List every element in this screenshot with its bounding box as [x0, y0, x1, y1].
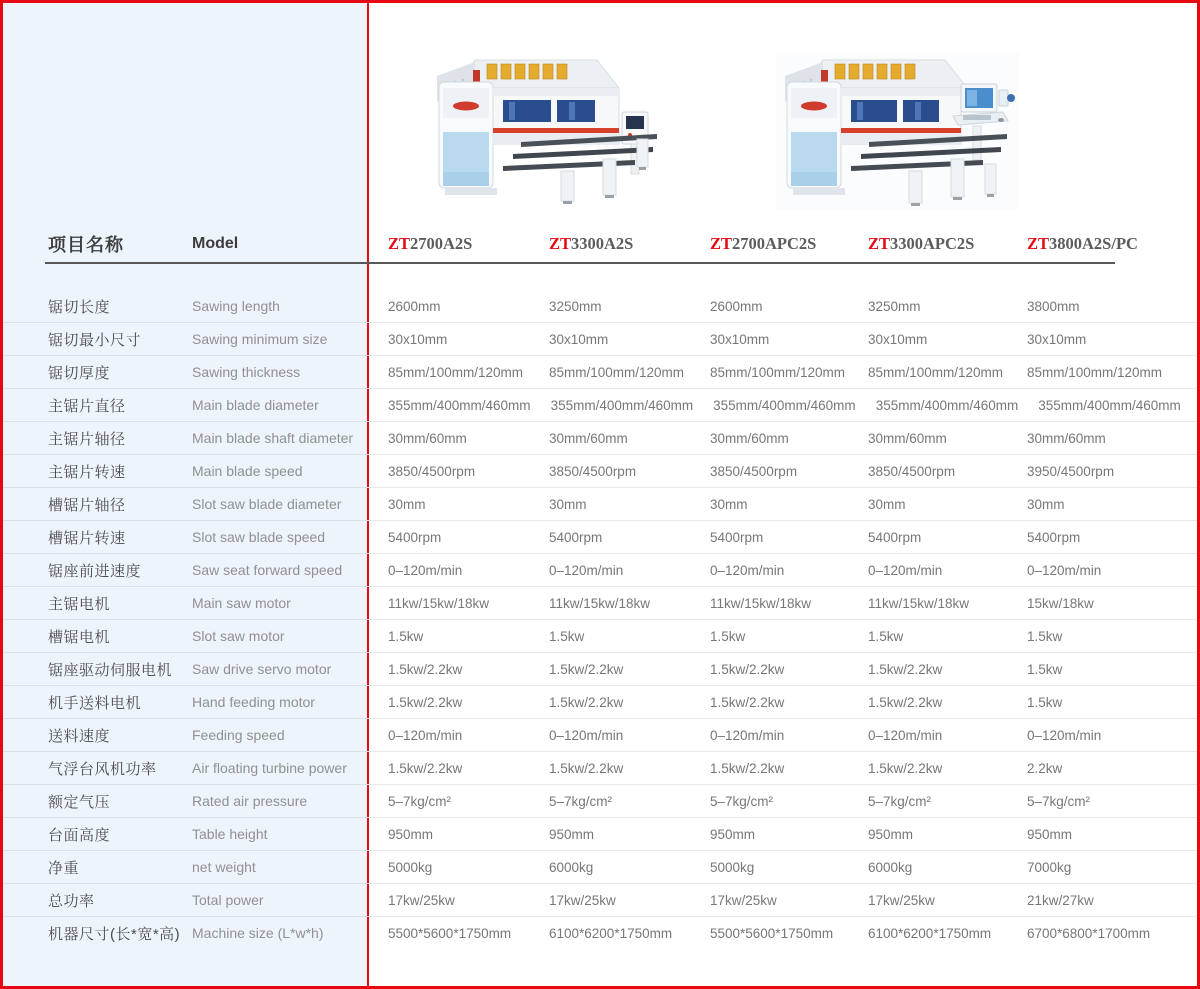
spec-value-4: 950mm — [848, 818, 1007, 851]
spec-value-3: 17kw/25kw — [690, 884, 848, 917]
spec-value-3: 85mm/100mm/120mm — [690, 356, 848, 389]
spec-row — [3, 917, 1197, 950]
spec-value-3: 1.5kw/2.2kw — [690, 653, 848, 686]
spec-value-1: 30mm — [368, 488, 529, 521]
spec-value-5: 85mm/100mm/120mm — [1007, 356, 1197, 389]
spec-value-2: 0–120m/min — [529, 719, 690, 752]
spec-value-2: 17kw/25kw — [529, 884, 690, 917]
spec-value-4: 0–120m/min — [848, 554, 1007, 587]
spec-label-en: Main blade speed — [192, 455, 368, 488]
project-name-header: 项目名称 — [48, 235, 124, 255]
spec-label-cn: 槽锯电机 — [3, 620, 192, 653]
spec-label-en: Main saw motor — [192, 587, 368, 620]
spec-row — [3, 422, 1197, 455]
spec-value-2: 950mm — [529, 818, 690, 851]
spec-label-cn: 额定气压 — [3, 785, 192, 818]
spec-label-en: Main blade shaft diameter — [192, 422, 368, 455]
model-suffix-2: 3300A2S — [571, 234, 634, 253]
model-prefix-4: ZT — [868, 234, 891, 253]
spec-value-1: 5–7kg/cm² — [368, 785, 529, 818]
spec-label-en: Total power — [192, 884, 368, 917]
spec-value-3: 11kw/15kw/18kw — [690, 587, 848, 620]
model-column-header-2 — [529, 226, 690, 262]
spec-row — [3, 686, 1197, 719]
spec-label-en: Sawing length — [192, 290, 368, 323]
spec-value-1: 5400rpm — [368, 521, 529, 554]
spec-value-4: 6000kg — [848, 851, 1007, 884]
spec-value-1: 30mm/60mm — [368, 422, 529, 455]
model-column-header-5 — [1007, 226, 1197, 262]
machine-base-1 — [445, 188, 497, 195]
spec-label-cn: 主锯片转速 — [3, 455, 192, 488]
spec-value-3: 5–7kg/cm² — [690, 785, 848, 818]
spec-value-1: 2600mm — [368, 290, 529, 323]
spec-value-5: 21kw/27kw — [1007, 884, 1197, 917]
spec-value-5: 30mm/60mm — [1007, 422, 1197, 455]
product-images — [429, 46, 1020, 214]
spec-value-2: 6000kg — [529, 851, 690, 884]
spec-value-5: 3800mm — [1007, 290, 1197, 323]
spec-value-3: 30mm/60mm — [690, 422, 848, 455]
spec-value-2: 5–7kg/cm² — [529, 785, 690, 818]
machine-base-2 — [793, 188, 845, 195]
spec-value-3: 1.5kw/2.2kw — [690, 686, 848, 719]
spec-value-1: 30x10mm — [368, 323, 529, 356]
model-column-header-4 — [848, 226, 1007, 262]
model-suffix-4: 3300APC2S — [890, 234, 975, 253]
spec-value-1: 3850/4500rpm — [368, 455, 529, 488]
model-suffix-3: 2700APC2S — [732, 234, 817, 253]
spec-label-cn: 主锯片直径 — [3, 389, 192, 422]
spec-row — [3, 653, 1197, 686]
spec-value-3: 30mm — [690, 488, 848, 521]
spec-row — [3, 290, 1197, 323]
spec-label-cn: 锯座前进速度 — [3, 554, 192, 587]
spec-row — [3, 521, 1197, 554]
spec-row — [3, 389, 1197, 422]
spec-value-3: 950mm — [690, 818, 848, 851]
left-tower-1 — [439, 82, 493, 188]
spec-row — [3, 818, 1197, 851]
spec-value-2: 30x10mm — [529, 323, 690, 356]
spec-row — [3, 488, 1197, 521]
spec-value-4: 11kw/15kw/18kw — [848, 587, 1007, 620]
spec-label-cn: 锯座驱动伺服电机 — [3, 653, 192, 686]
spec-value-5: 2.2kw — [1007, 752, 1197, 785]
spec-value-2: 1.5kw/2.2kw — [529, 653, 690, 686]
spec-value-1: 355mm/400mm/460mm — [368, 389, 531, 422]
spec-value-4: 5–7kg/cm² — [848, 785, 1007, 818]
model-header-label: Model — [192, 235, 239, 252]
spec-value-2: 5400rpm — [529, 521, 690, 554]
spec-value-1: 11kw/15kw/18kw — [368, 587, 529, 620]
spec-value-5: 7000kg — [1007, 851, 1197, 884]
spec-value-3: 355mm/400mm/460mm — [693, 389, 856, 422]
spec-row — [3, 752, 1197, 785]
spec-label-en: Slot saw motor — [192, 620, 368, 653]
spec-value-5: 355mm/400mm/460mm — [1018, 389, 1197, 422]
spec-value-2: 6100*6200*1750mm — [549, 925, 673, 941]
spec-value-5: 3950/4500rpm — [1007, 455, 1197, 488]
spec-value-3: 5500*5600*1750mm — [710, 925, 834, 941]
spec-value-1: 1.5kw — [368, 620, 529, 653]
spec-value-1: 5500*5600*1750mm — [388, 925, 512, 941]
spec-value-4: 5400rpm — [848, 521, 1007, 554]
spec-label-cn: 送料速度 — [3, 719, 192, 752]
spec-value-1: 17kw/25kw — [368, 884, 529, 917]
spec-label-en: net weight — [192, 851, 368, 884]
spec-value-3: 1.5kw/2.2kw — [690, 752, 848, 785]
spec-label-cn: 气浮台风机功率 — [3, 752, 192, 785]
spec-value-4: 3250mm — [848, 290, 1007, 323]
spec-value-3: 1.5kw — [690, 620, 848, 653]
spec-label-cn: 台面高度 — [3, 818, 192, 851]
spec-value-2: 1.5kw/2.2kw — [529, 752, 690, 785]
spec-row — [3, 455, 1197, 488]
spec-value-2: 0–120m/min — [529, 554, 690, 587]
spec-value-5: 15kw/18kw — [1007, 587, 1197, 620]
spec-value-1: 950mm — [368, 818, 529, 851]
spec-row — [3, 851, 1197, 884]
red-detail-1 — [473, 70, 480, 82]
spec-value-2: 85mm/100mm/120mm — [529, 356, 690, 389]
spec-value-2: 30mm/60mm — [529, 422, 690, 455]
spec-label-en: Sawing minimum size — [192, 323, 368, 356]
spec-value-3: 3850/4500rpm — [690, 455, 848, 488]
model-prefix-2: ZT — [549, 234, 572, 253]
spec-label-en: Air floating turbine power — [192, 752, 368, 785]
spec-label-en: Feeding speed — [192, 719, 368, 752]
spec-value-1: 1.5kw/2.2kw — [368, 686, 529, 719]
machine-photo-1 — [429, 46, 659, 212]
spec-value-4: 355mm/400mm/460mm — [856, 389, 1019, 422]
spec-value-5: 0–120m/min — [1007, 554, 1197, 587]
spec-value-4: 85mm/100mm/120mm — [848, 356, 1007, 389]
spec-value-3: 5400rpm — [690, 521, 848, 554]
spec-value-5: 5400rpm — [1007, 521, 1197, 554]
spec-value-5: 5–7kg/cm² — [1007, 785, 1197, 818]
spec-row — [3, 884, 1197, 917]
spec-label-cn: 槽锯片轴径 — [3, 488, 192, 521]
spec-value-3: 0–120m/min — [690, 554, 848, 587]
spec-value-4: 30mm — [848, 488, 1007, 521]
spec-value-5: 30mm — [1007, 488, 1197, 521]
spec-label-en: Main blade diameter — [192, 389, 368, 422]
red-detail-2 — [821, 70, 828, 82]
spec-label-en: Saw drive servo motor — [192, 653, 368, 686]
spec-value-3: 2600mm — [690, 290, 848, 323]
spec-label-cn: 机手送料电机 — [3, 686, 192, 719]
spec-row — [3, 719, 1197, 752]
spec-label-cn: 锯切厚度 — [3, 356, 192, 389]
spec-value-4: 1.5kw/2.2kw — [848, 752, 1007, 785]
spec-value-5: 950mm — [1007, 818, 1197, 851]
spec-value-5: 6700*6800*1700mm — [1027, 925, 1151, 941]
model-suffix-1: 2700A2S — [410, 234, 473, 253]
spec-value-2: 355mm/400mm/460mm — [531, 389, 694, 422]
model-column-header-3 — [690, 226, 848, 262]
spec-row — [3, 554, 1197, 587]
left-tower-2 — [787, 82, 841, 188]
spec-value-3: 30x10mm — [690, 323, 848, 356]
spec-label-en: Slot saw blade speed — [192, 521, 368, 554]
model-prefix-5: ZT — [1027, 234, 1050, 253]
spec-value-1: 85mm/100mm/120mm — [368, 356, 529, 389]
spec-value-4: 1.5kw/2.2kw — [848, 686, 1007, 719]
spec-label-en: Slot saw blade diameter — [192, 488, 368, 521]
spec-value-5: 30x10mm — [1007, 323, 1197, 356]
model-column-header-1 — [368, 226, 529, 262]
spec-label-cn: 净重 — [3, 851, 192, 884]
spec-label-cn: 槽锯片转速 — [3, 521, 192, 554]
spec-value-4: 30x10mm — [848, 323, 1007, 356]
spec-value-4: 17kw/25kw — [848, 884, 1007, 917]
spec-value-5: 1.5kw — [1007, 686, 1197, 719]
spec-label-cn: 锯切长度 — [3, 290, 192, 323]
spec-value-2: 3250mm — [529, 290, 690, 323]
spec-table-header — [3, 226, 1197, 262]
main-beam-1 — [493, 88, 619, 144]
spec-table — [3, 226, 1197, 950]
spec-label-en: Hand feeding motor — [192, 686, 368, 719]
spec-row — [3, 587, 1197, 620]
spec-label-cn: 总功率 — [3, 884, 192, 917]
spec-table-body — [3, 290, 1197, 950]
spec-value-1: 0–120m/min — [368, 554, 529, 587]
spec-row — [3, 620, 1197, 653]
spec-row — [3, 356, 1197, 389]
spec-value-4: 3850/4500rpm — [848, 455, 1007, 488]
spec-label-en: Saw seat forward speed — [192, 554, 368, 587]
spec-value-5: 1.5kw — [1007, 620, 1197, 653]
header-divider — [45, 262, 1115, 264]
spec-value-5: 1.5kw — [1007, 653, 1197, 686]
spec-value-2: 11kw/15kw/18kw — [529, 587, 690, 620]
spec-label-en: Rated air pressure — [192, 785, 368, 818]
spec-value-4: 1.5kw/2.2kw — [848, 653, 1007, 686]
spec-row — [3, 323, 1197, 356]
spec-label-cn: 机器尺寸(长*宽*高) — [48, 925, 181, 943]
spec-value-5: 0–120m/min — [1007, 719, 1197, 752]
spec-value-2: 1.5kw — [529, 620, 690, 653]
spec-value-2: 30mm — [529, 488, 690, 521]
spec-value-1: 0–120m/min — [368, 719, 529, 752]
model-prefix-1: ZT — [388, 234, 411, 253]
spec-value-4: 1.5kw — [848, 620, 1007, 653]
spec-value-3: 0–120m/min — [690, 719, 848, 752]
spec-label-cn: 锯切最小尺寸 — [3, 323, 192, 356]
main-beam-2 — [841, 88, 961, 144]
spec-value-1: 1.5kw/2.2kw — [368, 752, 529, 785]
spec-label-en: Table height — [192, 818, 368, 851]
spec-value-1: 5000kg — [368, 851, 529, 884]
spec-label-en: Sawing thickness — [192, 356, 368, 389]
spec-row — [3, 785, 1197, 818]
spec-value-2: 1.5kw/2.2kw — [529, 686, 690, 719]
machine-photo-2 — [775, 46, 1020, 214]
spec-label-cn: 主锯电机 — [3, 587, 192, 620]
spec-value-4: 0–120m/min — [848, 719, 1007, 752]
model-suffix-5: 3800A2S/PC — [1049, 234, 1138, 253]
spec-value-4: 30mm/60mm — [848, 422, 1007, 455]
model-prefix-3: ZT — [710, 234, 733, 253]
spec-value-4: 6100*6200*1750mm — [868, 925, 992, 941]
spec-value-1: 1.5kw/2.2kw — [368, 653, 529, 686]
spec-value-3: 5000kg — [690, 851, 848, 884]
spec-value-2: 3850/4500rpm — [529, 455, 690, 488]
spec-label-cn: 主锯片轴径 — [3, 422, 192, 455]
spec-label-en: Machine size (L*w*h) — [192, 925, 324, 941]
